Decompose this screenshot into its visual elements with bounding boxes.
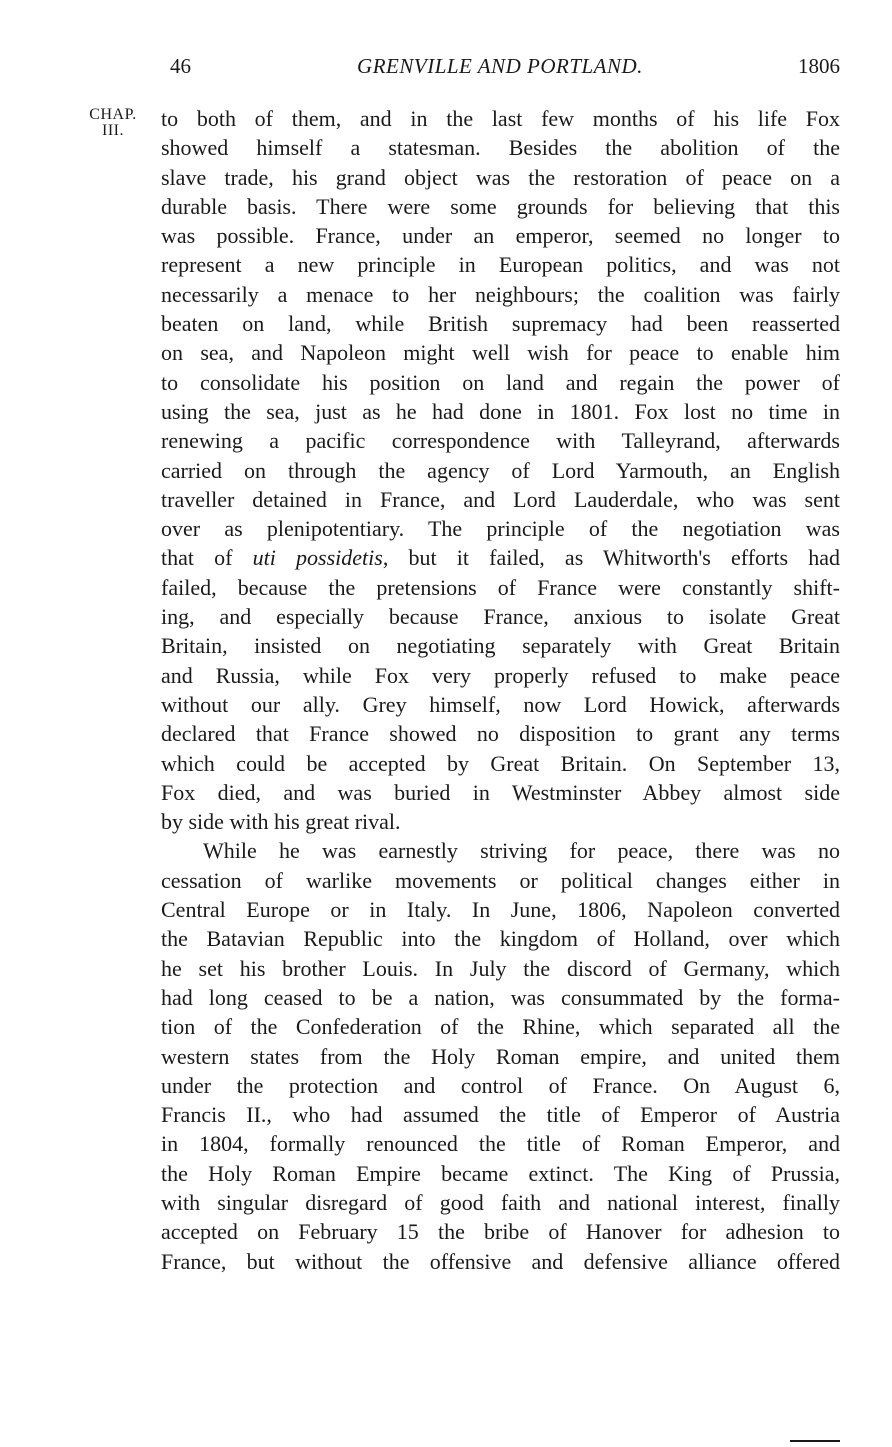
text-line: he set his brother Louis. In July the discord of Germany, which xyxy=(161,955,840,981)
text-line: failed, because the pretensions of France were constantly shift- xyxy=(161,574,840,600)
text-line: carried on through the agency of Lord Yarmouth, an English xyxy=(161,457,840,483)
text-line: accepted on February 15 the bribe of Hanover for adhesion to xyxy=(161,1219,840,1245)
text-line: slave trade, his grand object was the restoration of peace on a xyxy=(161,164,840,190)
text-line: tion of the Confederation of the Rhine, which separated all the xyxy=(161,1014,840,1040)
text-line: necessarily a menace to her neighbours; the coalition was fairly xyxy=(161,281,840,307)
page-header xyxy=(160,54,840,88)
text-line: over as plenipotentiary. The principle of the negotiation was xyxy=(161,516,840,542)
text-line: to consolidate his position on land and regain the power of xyxy=(161,369,840,395)
running-title: GRENVILLE AND PORTLAND. xyxy=(357,54,643,78)
text-line: showed himself a statesman. Besides the abolition of the xyxy=(161,135,840,161)
text-line: traveller detained in France, and Lord Lauderdale, who was sent xyxy=(161,486,840,512)
page-number: 46 xyxy=(170,54,191,78)
text-line: While he was earnestly striving for peace, there was no xyxy=(203,838,840,864)
text-line: Fox died, and was buried in Westminster Abbey almost side xyxy=(161,779,840,805)
text-fragment: , but it failed, as Whitworth's efforts had xyxy=(382,545,840,571)
italic-term: uti possidetis xyxy=(252,545,383,571)
header-year: 1806 xyxy=(798,54,840,78)
text-line: under the protection and control of France. On August 6, xyxy=(161,1072,840,1098)
text-line: to both of them, and in the last few months of his life Fox xyxy=(161,106,840,131)
text-line: had long ceased to be a nation, was consummated by the forma- xyxy=(161,984,840,1010)
text-line: Britain, insisted on negotiating separately with Great Britain xyxy=(161,633,840,659)
text-line: beaten on land, while British supremacy had been reasserted xyxy=(161,311,840,337)
chapter-margin-note xyxy=(78,107,148,139)
text-line: the Holy Roman Empire became extinct. The King of Prussia, xyxy=(161,1160,840,1186)
text-fragment: that of xyxy=(161,545,253,571)
text-line: western states from the Holy Roman empire, and united them xyxy=(161,1043,840,1069)
body-text xyxy=(161,104,840,1276)
text-line: on sea, and Napoleon might well wish for peace to enable him xyxy=(161,340,840,366)
text-line: in 1804, formally renounced the title of Roman Emperor, and xyxy=(161,1131,840,1157)
text-line xyxy=(161,543,840,572)
chapter-label: CHAP. xyxy=(89,106,137,123)
text-line: using the sea, just as he had done in 1801. Fox lost no time in xyxy=(161,398,840,424)
text-line: represent a new principle in European politics, and was not xyxy=(161,252,840,278)
text-line: was possible. France, under an emperor, seemed no longer to xyxy=(161,223,840,249)
text-line: which could be accepted by Great Britain. On September 13, xyxy=(161,750,840,776)
text-line: by side with his great rival. xyxy=(161,809,401,835)
footer-rule xyxy=(790,1440,840,1442)
text-line: without our ally. Grey himself, now Lord Howick, afterwards xyxy=(161,691,840,717)
text-line: with singular disregard of good faith and national interest, finally xyxy=(161,1189,840,1215)
paragraph-2 xyxy=(161,836,840,1275)
text-line: durable basis. There were some grounds for believing that this xyxy=(161,193,840,219)
text-line: renewing a pacific correspondence with Talleyrand, afterwards xyxy=(161,428,840,454)
text-line: and Russia, while Fox very properly refused to make peace xyxy=(161,662,840,688)
text-line: Francis II., who had assumed the title of Emperor of Austria xyxy=(161,1102,840,1128)
text-line: ing, and especially because France, anxious to isolate Great xyxy=(161,604,840,630)
paragraph-1 xyxy=(161,104,840,836)
text-line: Central Europe or in Italy. In June, 1806, Napoleon converted xyxy=(161,897,840,923)
chapter-number: III. xyxy=(102,122,124,139)
text-line: France, but without the offensive and defensive alliance offered xyxy=(161,1248,840,1274)
text-line: cessation of warlike movements or political changes either in xyxy=(161,867,840,893)
text-line: the Batavian Republic into the kingdom of Holland, over which xyxy=(161,926,840,952)
text-line: declared that France showed no disposition to grant any terms xyxy=(161,721,840,747)
